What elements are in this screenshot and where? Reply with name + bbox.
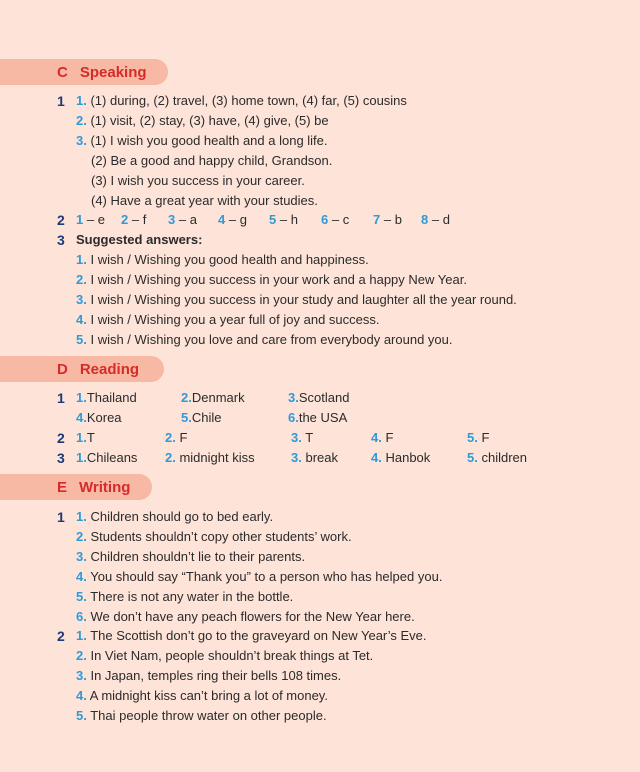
section-letter: E	[57, 478, 68, 496]
answer-cell	[467, 449, 527, 467]
item-number: 3.	[76, 292, 87, 307]
answer-line	[76, 707, 327, 725]
item-text: F	[179, 430, 188, 445]
answer-cell	[371, 449, 430, 467]
item-number: 1.	[76, 430, 87, 445]
item-number: 1.	[76, 628, 87, 643]
answer-line	[76, 608, 415, 626]
item-text: Students shouldn’t copy other students’ work.	[90, 529, 352, 544]
item-text: break	[305, 450, 338, 465]
answer-line	[76, 667, 341, 685]
item-number: 2.	[76, 272, 87, 287]
item-number: 2.	[76, 113, 87, 128]
item-text: (1) during, (2) travel, (3) home town, (4) far, (5) cousins	[90, 93, 407, 108]
pair-answer: – h	[279, 212, 298, 227]
match-pair	[168, 211, 197, 229]
answer-cell	[288, 389, 349, 407]
item-text: Korea	[86, 410, 122, 425]
item-text: T	[86, 430, 95, 445]
item-text: the USA	[298, 410, 348, 425]
item-text: Thailand	[86, 390, 137, 405]
item-number: 1.	[76, 93, 87, 108]
section-header-writing	[0, 474, 152, 500]
exercise-number: 2	[57, 212, 65, 228]
answer-subline: (4) Have a great year with your studies.	[91, 193, 318, 208]
match-pair	[76, 211, 105, 229]
item-text: (1) I wish you good health and a long life.	[90, 133, 328, 148]
pair-answer: – e	[86, 212, 105, 227]
item-text: I wish / Wishing you a year full of joy and success.	[90, 312, 380, 327]
item-text: Chileans	[86, 450, 138, 465]
item-text: (1) visit, (2) stay, (3) have, (4) give, (5) be	[90, 113, 329, 128]
answer-line	[76, 311, 379, 329]
section-letter: D	[57, 360, 68, 378]
item-number: 5.	[76, 589, 87, 604]
answer-line	[76, 271, 467, 289]
answer-cell	[288, 409, 347, 427]
match-pair	[373, 211, 402, 229]
item-number: 5.	[467, 450, 478, 465]
match-pair	[321, 211, 349, 229]
answer-cell	[76, 449, 137, 467]
pair-number: 3	[168, 212, 176, 227]
item-text: There is not any water in the bottle.	[90, 589, 294, 604]
item-text: The Scottish don’t go to the graveyard on New Year’s Eve.	[90, 628, 427, 643]
item-text: Denmark	[191, 390, 245, 405]
answer-cell	[467, 429, 489, 447]
answer-line	[76, 528, 352, 546]
item-number: 3.	[76, 133, 87, 148]
item-text: Thai people throw water on other people.	[90, 708, 327, 723]
section-letter: C	[57, 63, 68, 81]
exercise-number: 3	[57, 450, 65, 466]
item-text: T	[305, 430, 314, 445]
answer-line	[76, 92, 407, 110]
item-number: 4.	[76, 569, 87, 584]
item-text: Scotland	[298, 390, 350, 405]
pair-number: 7	[373, 212, 381, 227]
item-number: 4.	[76, 688, 87, 703]
answer-cell	[181, 389, 245, 407]
pair-number: 2	[121, 212, 129, 227]
answer-cell	[181, 409, 221, 427]
answer-line	[76, 588, 293, 606]
exercise-number: 1	[57, 509, 65, 525]
item-number: 5.	[76, 708, 87, 723]
section-header-reading	[0, 356, 164, 382]
item-text: I wish / Wishing you success in your study and laughter all the year round.	[90, 292, 517, 307]
item-number: 3.	[288, 390, 299, 405]
item-text: I wish / Wishing you success in your work and a happy New Year.	[90, 272, 467, 287]
answer-cell	[371, 429, 393, 447]
answer-cell	[76, 409, 122, 427]
answer-line	[76, 508, 273, 526]
section-title: Speaking	[79, 63, 147, 81]
item-number: 2.	[165, 450, 176, 465]
item-text: Children shouldn’t lie to their parents.	[90, 549, 306, 564]
item-text: We don’t have any peach flowers for the New Year here.	[90, 609, 415, 624]
item-number: 4.	[76, 312, 87, 327]
match-pair	[421, 211, 450, 229]
pair-answer: – f	[131, 212, 147, 227]
answer-line	[76, 331, 452, 349]
exercise-number: 2	[57, 628, 65, 644]
item-text: I wish / Wishing you love and care from everybody around you.	[90, 332, 453, 347]
match-pair	[121, 211, 146, 229]
answer-line	[76, 568, 442, 586]
item-text: midnight kiss	[179, 450, 255, 465]
answer-cell	[291, 429, 313, 447]
answer-cell	[165, 449, 255, 467]
item-text: F	[481, 430, 490, 445]
answer-cell	[76, 389, 137, 407]
item-number: 4.	[76, 410, 87, 425]
exercise-number: 2	[57, 430, 65, 446]
answer-cell	[76, 429, 95, 447]
answer-subline: (2) Be a good and happy child, Grandson.	[91, 153, 333, 168]
item-number: 3.	[291, 450, 302, 465]
item-number: 5.	[76, 332, 87, 347]
match-pair	[218, 211, 247, 229]
item-text: F	[385, 430, 394, 445]
answer-line	[76, 112, 329, 130]
item-text: I wish / Wishing you good health and happiness.	[90, 252, 369, 267]
section-title: Reading	[79, 360, 140, 378]
item-number: 2.	[76, 529, 87, 544]
item-number: 3.	[76, 668, 87, 683]
answer-cell	[165, 429, 187, 447]
pair-number: 6	[321, 212, 329, 227]
answer-line	[76, 132, 328, 150]
item-number: 1.	[76, 450, 87, 465]
item-number: 1.	[76, 390, 87, 405]
item-number: 2.	[76, 648, 87, 663]
exercise-number: 3	[57, 232, 65, 248]
item-text: You should say “Thank you” to a person who has helped you.	[90, 569, 443, 584]
pair-number: 1	[76, 212, 84, 227]
item-number: 6.	[76, 609, 87, 624]
answer-line	[76, 627, 427, 645]
item-text: A midnight kiss can’t bring a lot of money.	[89, 688, 328, 703]
answer-line	[76, 291, 517, 309]
answer-line	[76, 548, 305, 566]
section-header-speaking	[0, 59, 168, 85]
item-text: In Japan, temples ring their bells 108 times.	[90, 668, 342, 683]
item-number: 2.	[165, 430, 176, 445]
answer-line	[76, 251, 369, 269]
item-number: 1.	[76, 509, 87, 524]
item-number: 4.	[371, 450, 382, 465]
exercise-number: 1	[57, 390, 65, 406]
pair-answer: – d	[431, 212, 450, 227]
item-text: Children should go to bed early.	[90, 509, 274, 524]
answer-subline: (3) I wish you success in your career.	[91, 173, 305, 188]
pair-answer: – a	[178, 212, 197, 227]
item-number: 3.	[76, 549, 87, 564]
answer-cell	[291, 449, 338, 467]
pair-answer: – b	[383, 212, 402, 227]
item-text: Hanbok	[385, 450, 431, 465]
pair-number: 4	[218, 212, 226, 227]
answer-line	[76, 687, 328, 705]
item-number: 6.	[288, 410, 299, 425]
item-text: Chile	[191, 410, 222, 425]
pair-number: 8	[421, 212, 429, 227]
suggested-answers-heading: Suggested answers:	[76, 232, 203, 247]
exercise-number: 1	[57, 93, 65, 109]
item-number: 1.	[76, 252, 87, 267]
item-number: 5.	[181, 410, 192, 425]
pair-answer: – g	[228, 212, 247, 227]
pair-answer: – c	[331, 212, 350, 227]
item-number: 3.	[291, 430, 302, 445]
pair-number: 5	[269, 212, 277, 227]
match-pair	[269, 211, 298, 229]
item-number: 2.	[181, 390, 192, 405]
section-title: Writing	[79, 478, 131, 496]
answer-line	[76, 647, 373, 665]
item-number: 4.	[371, 430, 382, 445]
item-text: children	[481, 450, 527, 465]
item-text: In Viet Nam, people shouldn’t break things at Tet.	[90, 648, 374, 663]
item-number: 5.	[467, 430, 478, 445]
